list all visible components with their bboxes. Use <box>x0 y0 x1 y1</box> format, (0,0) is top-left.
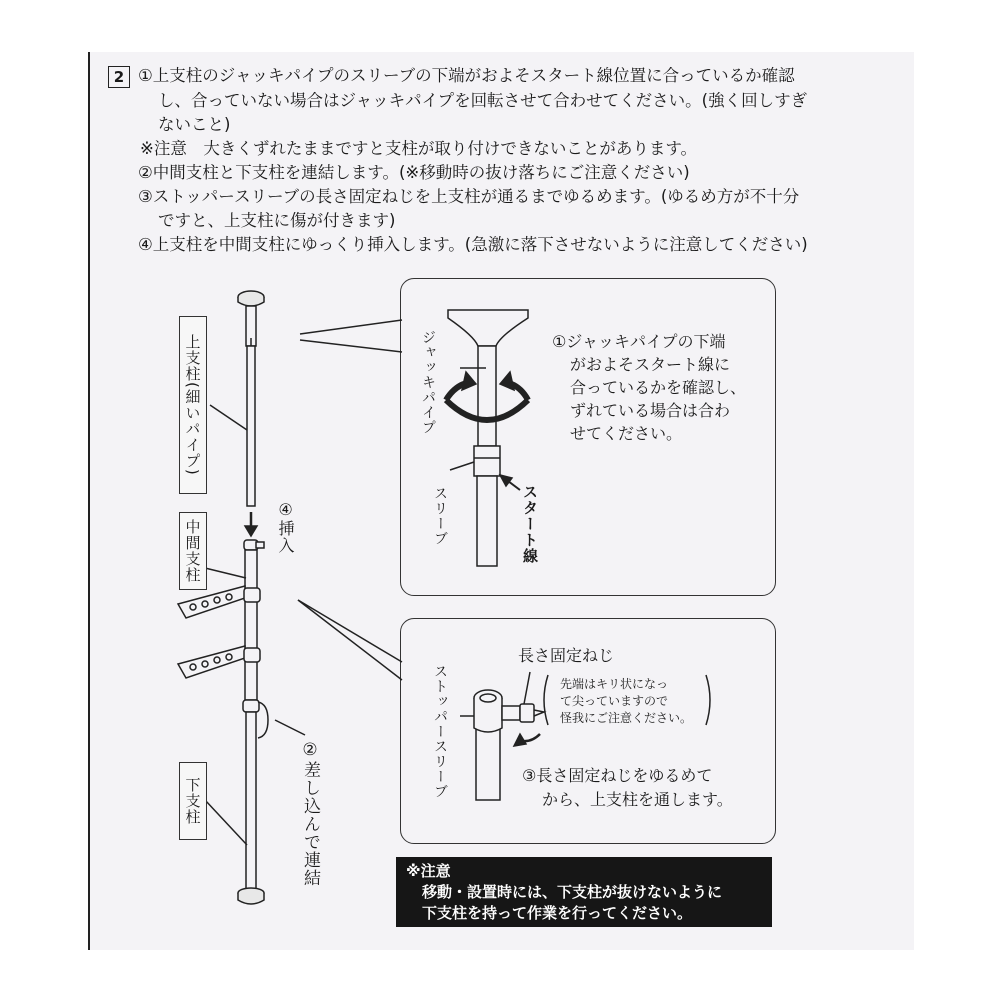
loosen-screw-note-1: ③長さ固定ねじをゆるめて <box>522 766 713 785</box>
sleeve-label: スリーブ <box>432 486 448 546</box>
instruction-line-step3-cont: ですと、上支柱に傷が付きます) <box>158 211 396 230</box>
screw-tip-note-2: て尖っていますので <box>560 694 669 708</box>
screw-tip-note-3: 怪我にご注意ください。 <box>560 711 693 725</box>
caution-title: ※注意 <box>406 862 451 880</box>
jack-pipe-note-4: ずれている場合は合わ <box>570 401 731 420</box>
jack-pipe-note-3: 合っているかを確認し、 <box>570 378 747 397</box>
caution-line-2: 下支柱を持って作業を行ってください。 <box>422 904 693 922</box>
connect-label: ②差し込んで連結 <box>300 740 320 887</box>
instruction-line-1: ①上支柱のジャッキパイプのスリーブの下端がおよそスタート線位置に合っているか確認 <box>138 66 795 85</box>
lower-pole-label: 下支柱 <box>179 762 207 840</box>
middle-pole-label: 中間支柱 <box>179 512 207 590</box>
jack-pipe-note-2: がおよそスタート線に <box>570 355 731 374</box>
step-number: 2 <box>108 66 130 88</box>
instruction-line-step4: ④上支柱を中間支柱にゆっくり挿入します。(急激に落下させないように注意してください) <box>138 235 808 254</box>
instruction-line-3: ないこと) <box>158 115 231 134</box>
instruction-line-step2: ②中間支柱と下支柱を連結します。(※移動時の抜け落ちにご注意ください) <box>138 163 690 182</box>
loosen-screw-note-2: から、上支柱を通します。 <box>542 790 733 809</box>
instruction-line-step3: ③ストッパースリーブの長さ固定ねじを上支柱が通るまでゆるめます。(ゆるめ方が不十分 <box>138 187 800 206</box>
upper-pole-label: 上支柱(細いパイプ) <box>179 316 207 494</box>
instruction-caution: ※注意 大きくずれたままですと支柱が取り付けできないことがあります。 <box>140 139 698 158</box>
screw-label: 長さ固定ねじ <box>518 646 615 665</box>
stopper-sleeve-label: ストッパースリーブ <box>432 664 448 799</box>
caution-line-1: 移動・設置時には、下支柱が抜けないように <box>422 883 723 901</box>
instruction-line-2: し、合っていない場合はジャッキパイプを回転させて合わせてください。(強く回しすぎ <box>158 91 808 110</box>
jack-pipe-note-1: ①ジャッキパイプの下端 <box>552 332 726 351</box>
insert-label: ④挿入 <box>276 500 295 554</box>
jack-pipe-label: ジャッキパイプ <box>420 330 436 435</box>
caution-box <box>396 857 772 927</box>
jack-pipe-note-5: せてください。 <box>570 424 683 443</box>
screw-tip-note-1: 先端はキリ状になっ <box>560 677 669 691</box>
start-line-label: スタート線 <box>521 484 539 564</box>
